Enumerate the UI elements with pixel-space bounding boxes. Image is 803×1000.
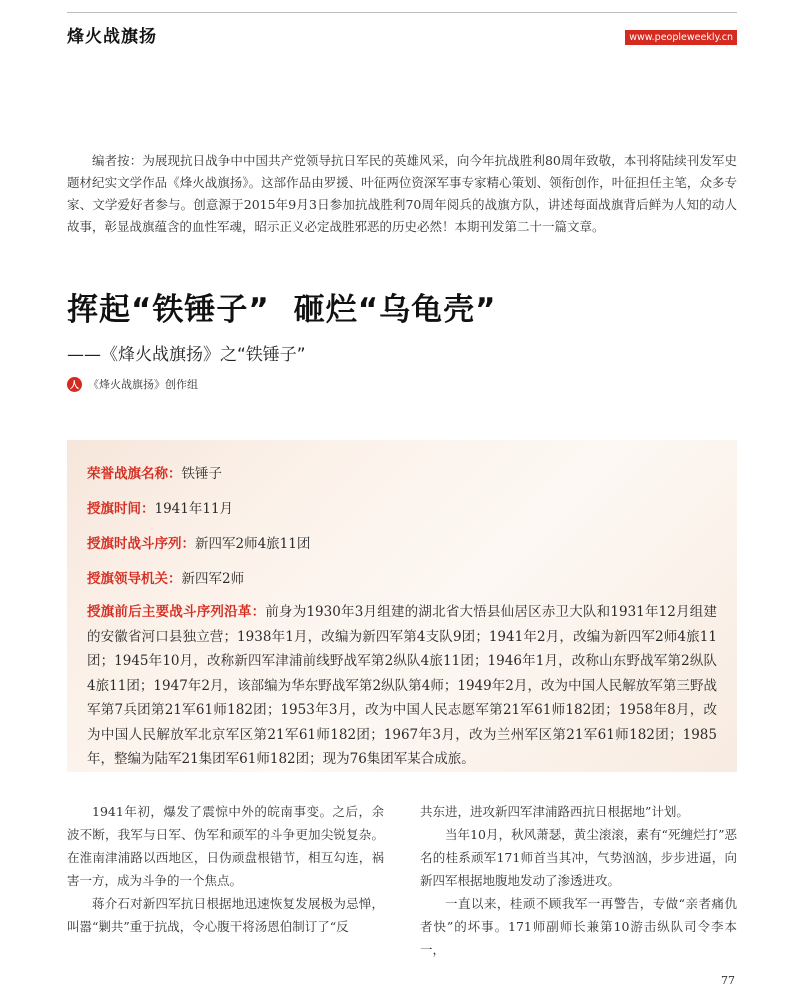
info-value: 前身为1930年3月组建的湖北省大悟县仙居区赤卫大队和1931年12月组建的安徽省河口县独立营；1938年1月，改编为新四军第4支队9团；1941年2月，改编为新四军2师4旅11团；1945年10月，改称新四军津浦前线野战军第2纵队4旅11团；1946年1月，改称山东野战军第2纵队4旅11团；1947年2月，该部编为华东野战军第2纵队第4师；1949年2月，改为中国人民解放军第三野战军第7兵团第21军61师182团；1953年3月，改为中国人民志愿军第21军61师182团；1958年8月，改为中国人民解放军北京军区第21军61师182团；1967年3月，改为兰州军区第21军61师182团；1985年，整编为陆军21集团军61师182团；现为76集团军某合成旅。 [87, 604, 718, 767]
info-row-battle-order [87, 530, 717, 565]
article-title-part2: 砸烂“乌龟壳” [293, 292, 497, 328]
article-title-part1: 挥起“铁锤子” [67, 292, 270, 328]
paragraph: 一直以来，桂顽不顾我军一再警告，专做“亲者痛仇者快”的坏事。171师副师长兼第10游击纵队司令李本一， [420, 896, 737, 957]
info-label: 授旗前后主要战斗序列沿革： [87, 604, 266, 620]
paragraph: 共东进，进攻新四军津浦路西抗日根据地”计划。 [420, 804, 689, 819]
info-row-grant-time [87, 495, 717, 530]
body-columns [67, 800, 737, 961]
article-title [67, 284, 497, 329]
info-label: 授旗领导机关： [87, 571, 182, 587]
section-title: 烽火战旗扬 [67, 27, 157, 47]
info-value: 铁锤子 [181, 466, 222, 482]
info-row-history [87, 600, 717, 772]
info-value: 新四军2师 [181, 571, 245, 587]
editor-note: 编者按：为展现抗日战争中中国共产党领导抗日军民的英雄风采，向今年抗战胜利80周年致敬，本刊将陆续刊发军史题材纪实文学作品《烽火战旗扬》。这部作品由罗援、叶征两位资深军事专家精心策划、领衔创作，叶征担任主笔，众多专家、文学爱好者参与。创意源于2015年9月3日参加抗战胜利70周年阅兵的战旗方队，讲述每面战旗背后鲜为人知的动人故事，彰显战旗蕴含的血性军魂，昭示正义必定战胜邪恶的历史必然！本期刊发第二十一篇文章。 [67, 153, 737, 234]
author-name: 《烽火战旗扬》创作组 [88, 378, 198, 391]
paragraph: 1941年初，爆发了震惊中外的皖南事变。之后，余波不断，我军与日军、伪军和顽军的斗争更加尖锐复杂。在淮南津浦路以西地区，日伪顽盘根错节，相互勾连，祸害一方，成为斗争的一个焦点。 [67, 804, 384, 888]
page-number: 77 [721, 974, 735, 987]
flag-info-box [67, 440, 737, 772]
top-divider [67, 12, 737, 13]
body-column-right [420, 800, 737, 961]
info-row-granting-authority [87, 565, 717, 600]
paragraph: 蒋介石对新四军抗日根据地迅速恢复发展极为忌惮，叫嚣“剿共”重于抗战，令心腹干将汤恩伯制订了“反 [67, 896, 384, 934]
paragraph: 当年10月，秋风萧瑟，黄尘滚滚，素有“死缠烂打”恶名的桂系顽军171师首当其冲，气势汹汹，步步进逼，向新四军根据地腹地发动了渗透进攻。 [420, 827, 737, 888]
info-label: 授旗时战斗序列： [87, 536, 195, 552]
info-label: 荣誉战旗名称： [87, 466, 182, 482]
info-label: 授旗时间： [87, 501, 155, 517]
article-subtitle: ——《烽火战旗扬》之“铁锤子” [67, 345, 306, 365]
info-value: 新四军2师4旅11团 [195, 536, 311, 552]
info-row-flag-name [87, 460, 717, 495]
body-column-left [67, 800, 384, 961]
author-line [67, 375, 198, 393]
logo-icon: 人 [67, 377, 82, 392]
site-url-badge[interactable]: www.peopleweekly.cn [625, 30, 737, 45]
info-value: 1941年11月 [154, 501, 234, 517]
